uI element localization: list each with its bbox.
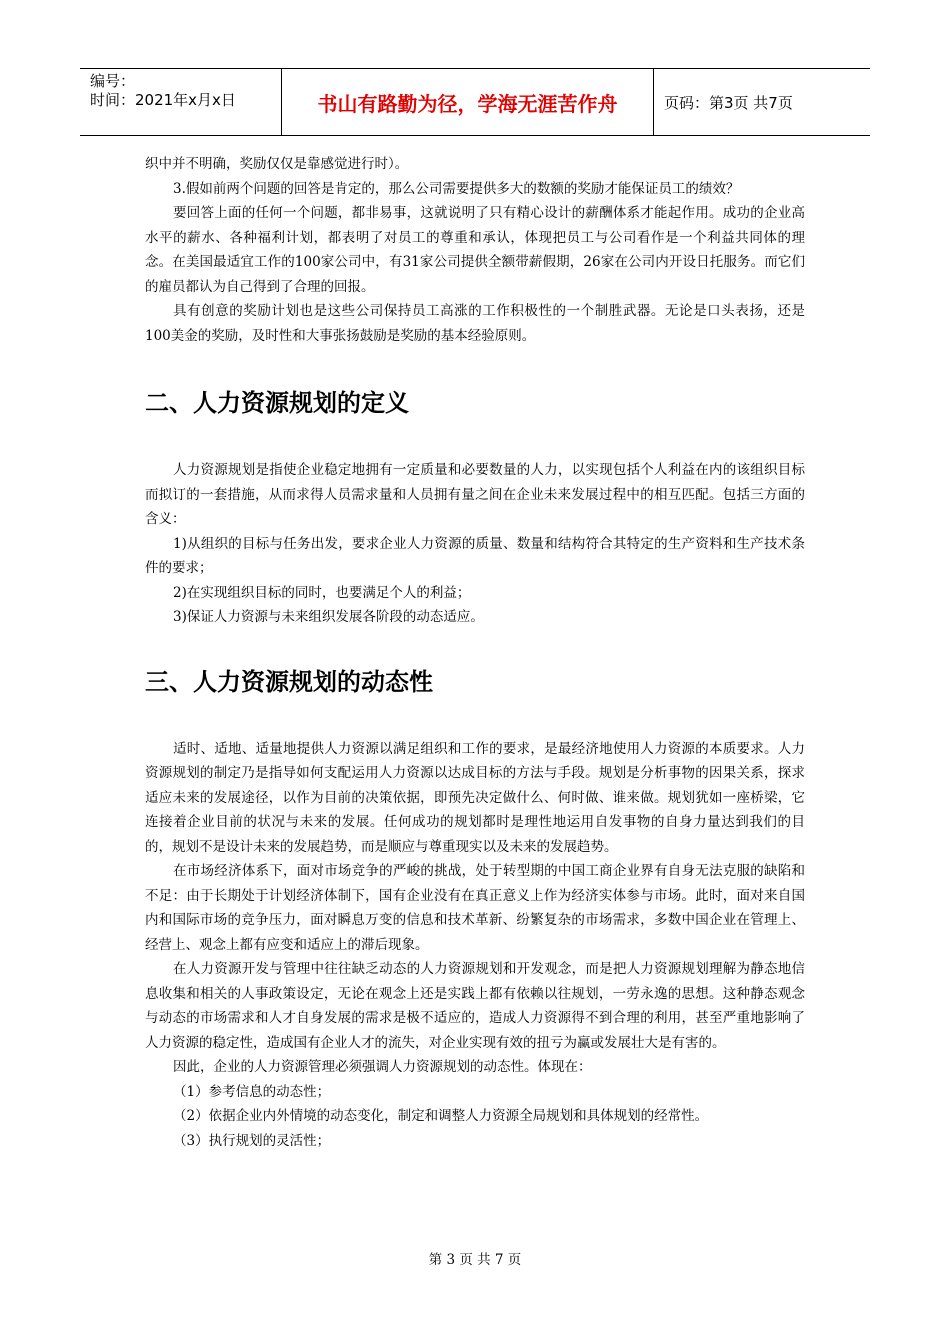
header-page-number: 页码：第3页 共7页 <box>664 93 793 112</box>
paragraph: 因此，企业的人力资源管理必须强调人力资源规划的动态性。体现在： <box>173 1059 592 1075</box>
header-motto: 书山有路勤为径，学海无涯苦作舟 <box>282 69 654 135</box>
paragraph: 在人力资源开发与管理中往往缺乏动态的人力资源规划和开发观念，而是把人力资源规划理解为静态地信息收集和相关的人事政策设定，无论在观念上还是实践上都有依赖以往规划，一劳永逸的思想。这种静态观念与动态的市场需求和人才自身发展的需求是极不适应的，造成人力资源得不到合理的利用，甚至严重地影响了人力资源的稳定性，造成国有企业人才的流失，对企业实现有效的扭亏为赢或发展壮大是有害的。 <box>145 961 805 1051</box>
time-label: 时间：2021年x月x日 <box>90 91 236 109</box>
paragraph: 具有创意的奖励计划也是这些公司保持员工高涨的工作积极性的一个制胜武器。无论是口头表扬，还是100美金的奖励，及时性和大事张扬鼓励是奖励的基本经验原则。 <box>145 303 805 344</box>
number-label: 编号： <box>90 72 136 90</box>
document-body <box>145 152 805 1153</box>
paragraph: 适时、适地、适量地提供人力资源以满足组织和工作的要求，是最经济地使用人力资源的本质要求。人力资源规划的制定乃是指导如何支配运用人力资源以达成目标的方法与手段。规划是分析事物的因果关系，探求适应未来的发展途径，以作为目前的决策依据，即预先决定做什么、何时做、谁来做。规划犹如一座桥梁，它连接着企业目前的状况与未来的发展。任何成功的规划都时是理性地运用自发事物的自身力量达到我们的目的，规划不是设计未来的发展趋势，而是顺应与尊重现实以及未来的发展趋势。 <box>145 740 805 855</box>
page-footer: 第 3 页 共 7 页 <box>428 1252 522 1268</box>
paragraph: 2)在实现组织目标的同时，也要满足个人的利益； <box>173 584 471 601</box>
paragraph: 1)从组织的目标与任务出发，要求企业人力资源的质量、数量和结构符合其特定的生产资料和生产技术条件的要求； <box>145 535 805 576</box>
paragraph: 3)保证人力资源与未来组织发展各阶段的动态适应。 <box>173 609 484 625</box>
paragraph: 要回答上面的任何一个问题，都非易事，这就说明了只有精心设计的薪酬体系才能起作用。成功的企业高水平的薪水、各种福利计划，都表明了对员工的尊重和承认，体现把员工与公司看作是一个利益共同体的理念。在美国最适宜工作的100家公司中，有31家公司提供全额带薪假期，26家在公司内开设日托服务。而它们的雇员都认为自己得到了合理的回报。 <box>145 205 805 295</box>
paragraph: 3.假如前两个问题的回答是肯定的，那么公司需要提供多大的数额的奖励才能保证员工的绩效？ <box>173 180 740 197</box>
list-item: （3）执行规划的灵活性； <box>173 1132 331 1149</box>
page-header <box>80 68 870 136</box>
paragraph: 织中并不明确，奖励仅仅是靠感觉进行时）。 <box>145 156 409 172</box>
section-heading: 三、人力资源规划的动态性 <box>145 667 433 696</box>
header-meta <box>80 69 282 135</box>
paragraph: 人力资源规划是指使企业稳定地拥有一定质量和必要数量的人力，以实现包括个人利益在内的该组织目标而拟订的一套措施，从而求得人员需求量和人员拥有量之间在企业未来发展过程中的相互匹配。包括三方面的含义： <box>145 462 805 527</box>
paragraph: 在市场经济体系下，面对市场竞争的严峻的挑战，处于转型期的中国工商企业界有自身无法克服的缺陷和不足：由于长期处于计划经济体制下，国有企业没有在真正意义上作为经济实体参与市场。此时，面对来自国内和国际市场的竞争压力，面对瞬息万变的信息和技术革新、纷繁复杂的市场需求，多数中国企业在管理上、经营上、观念上都有应变和适应上的滞后现象。 <box>145 863 805 953</box>
list-item: （1）参考信息的动态性； <box>173 1083 331 1100</box>
list-item: （2）依据企业内外情境的动态变化，制定和调整人力资源全局规划和具体规划的经常性。 <box>173 1108 709 1124</box>
section-heading: 二、人力资源规划的定义 <box>145 389 409 417</box>
